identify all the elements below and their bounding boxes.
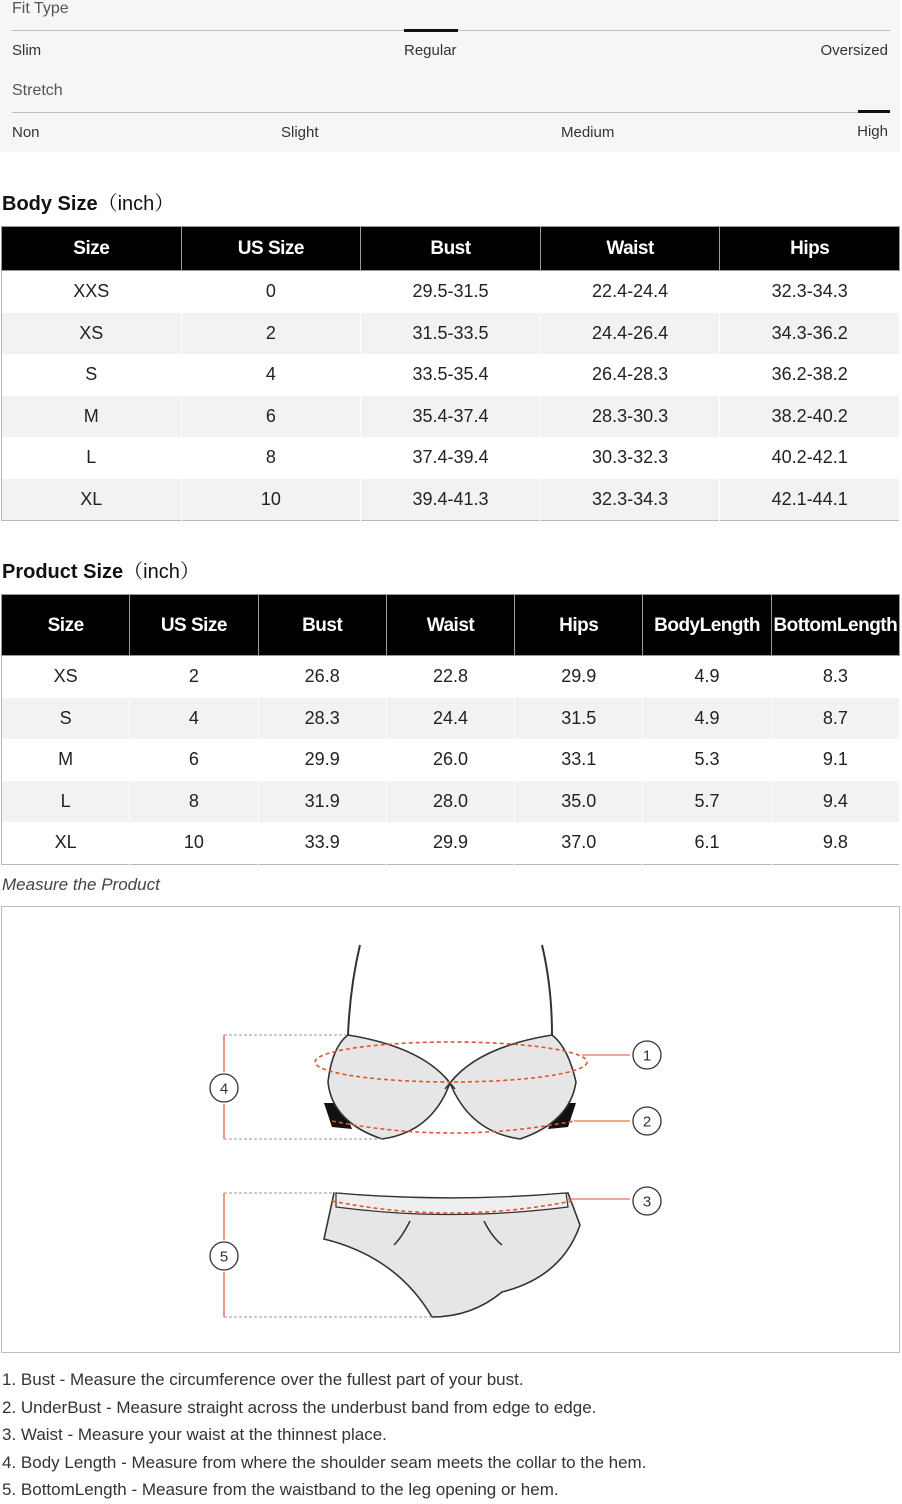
table-header-row (2, 227, 900, 271)
table-row (2, 313, 900, 355)
table-cell: S (2, 698, 130, 740)
fit-option-oversized: Oversized (820, 42, 888, 59)
table-cell: 31.5 (515, 698, 643, 740)
stretch-option-medium: Medium (561, 124, 615, 141)
note-bust: 1. Bust - Measure the circumference over the fullest part of your bust. (2, 1370, 524, 1389)
table-cell: 31.5-33.5 (361, 313, 541, 355)
table-cell: 22.8 (386, 656, 514, 698)
table-cell: XS (2, 656, 130, 698)
stretch-option-slight: Slight (281, 124, 319, 141)
marker-3 (633, 1187, 661, 1215)
table-cell: 36.2-38.2 (720, 354, 900, 396)
table-cell: 10 (130, 822, 258, 864)
stretch-selected-marker (858, 110, 890, 113)
left-strap (348, 945, 360, 1035)
fit-option-regular: Regular (404, 42, 457, 59)
table-cell: 34.3-36.2 (720, 313, 900, 355)
measure-caption: Measure the Product (2, 875, 160, 894)
column-header-waist: Waist (540, 227, 720, 271)
table-cell: 28.3-30.3 (540, 396, 720, 438)
stretch-option-high: High (857, 123, 888, 140)
table-row (2, 739, 900, 781)
column-header-us-size: US Size (181, 227, 361, 271)
table-cell: M (2, 739, 130, 781)
table-row (2, 396, 900, 438)
table-cell: 42.1-44.1 (720, 479, 900, 521)
svg-text:5: 5 (219, 1248, 229, 1266)
table-cell: L (2, 437, 182, 479)
table-cell: 9.4 (771, 781, 899, 823)
table-cell: 22.4-24.4 (540, 271, 720, 313)
table-cell: XS (2, 313, 182, 355)
table-cell: 35.0 (515, 781, 643, 823)
table-cell: 31.9 (258, 781, 386, 823)
svg-text:1: 1 (642, 1047, 652, 1065)
stretch-option-non: Non (12, 124, 40, 141)
table-cell: 6 (130, 739, 258, 781)
table-cell: 26.8 (258, 656, 386, 698)
table-cell: 29.9 (515, 656, 643, 698)
table-cell: 5.7 (643, 781, 771, 823)
note-bottom-length: 5. BottomLength - Measure from the waistband to the leg opening or hem. (2, 1480, 559, 1499)
table-cell: 39.4-41.3 (361, 479, 541, 521)
table-cell: 24.4 (386, 698, 514, 740)
table-cell: 38.2-40.2 (720, 396, 900, 438)
table-cell: 9.1 (771, 739, 899, 781)
table-cell: 8 (130, 781, 258, 823)
table-cell: XL (2, 822, 130, 864)
table-cell: 24.4-26.4 (540, 313, 720, 355)
column-header-hips: Hips (720, 227, 900, 271)
column-header-hips: Hips (515, 595, 643, 656)
column-header-bottom-length: BottomLength (771, 595, 899, 656)
table-row (2, 479, 900, 521)
table-cell: 9.8 (771, 822, 899, 864)
briefs-waistband (336, 1193, 568, 1215)
product-size-heading: Product Size（inch） (2, 561, 200, 583)
measurement-notes (2, 1366, 646, 1504)
table-cell: 40.2-42.1 (720, 437, 900, 479)
table-row (2, 271, 900, 313)
table-cell: XXS (2, 271, 182, 313)
column-header-waist: Waist (386, 595, 514, 656)
table-cell: 6 (181, 396, 361, 438)
marker-4 (210, 1074, 238, 1102)
body-size-heading: Body Size（inch） (2, 193, 175, 215)
note-underbust: 2. UnderBust - Measure straight across the underbust band from edge to edge. (2, 1397, 597, 1417)
table-row (2, 698, 900, 740)
column-header-bust: Bust (361, 227, 541, 271)
table-cell: 26.4-28.3 (540, 354, 720, 396)
table-cell: 28.0 (386, 781, 514, 823)
body-size-table (1, 226, 900, 521)
fit-type-selected-marker (404, 29, 458, 32)
garment-illustration (2, 907, 899, 1352)
product-size-table (1, 594, 900, 865)
fit-type-title: Fit Type (12, 0, 69, 17)
note-waist: 3. Waist - Measure your waist at the thinnest place. (2, 1425, 387, 1444)
fit-stretch-panel (0, 0, 900, 152)
table-row (2, 781, 900, 823)
column-header-bust: Bust (258, 595, 386, 656)
table-cell: 2 (130, 656, 258, 698)
table-cell: 33.9 (258, 822, 386, 864)
table-cell: 33.5-35.4 (361, 354, 541, 396)
column-header-size: Size (2, 595, 130, 656)
table-cell: 6.1 (643, 822, 771, 864)
table-cell: 32.3-34.3 (540, 479, 720, 521)
svg-text:4: 4 (219, 1080, 229, 1098)
table-cell: 2 (181, 313, 361, 355)
marker-2 (633, 1107, 661, 1135)
column-header-body-length: BodyLength (643, 595, 771, 656)
table-cell: 26.0 (386, 739, 514, 781)
fit-option-slim: Slim (12, 42, 42, 59)
table-cell: 10 (181, 479, 361, 521)
column-header-us-size: US Size (130, 595, 258, 656)
table-cell: XL (2, 479, 182, 521)
svg-text:2: 2 (642, 1113, 652, 1131)
table-cell: 29.5-31.5 (361, 271, 541, 313)
table-cell: 37.4-39.4 (361, 437, 541, 479)
table-row (2, 822, 900, 864)
table-cell: S (2, 354, 182, 396)
table-cell: 29.9 (386, 822, 514, 864)
table-cell: 4.9 (643, 656, 771, 698)
table-cell: 37.0 (515, 822, 643, 864)
table-header-row (2, 595, 900, 656)
table-cell: 8 (181, 437, 361, 479)
stretch-scale-line (12, 112, 890, 113)
marker-1 (633, 1041, 661, 1069)
table-row (2, 437, 900, 479)
table-cell: 30.3-32.3 (540, 437, 720, 479)
table-cell: 4.9 (643, 698, 771, 740)
note-body-length: 4. Body Length - Measure from where the shoulder seam meets the collar to the hem. (2, 1452, 647, 1472)
table-cell: 32.3-34.3 (720, 271, 900, 313)
table-cell: L (2, 781, 130, 823)
table-row (2, 656, 900, 698)
table-cell: 29.9 (258, 739, 386, 781)
table-cell: 4 (130, 698, 258, 740)
measure-diagram (1, 906, 900, 1353)
table-cell: 5.3 (643, 739, 771, 781)
table-cell: 28.3 (258, 698, 386, 740)
table-cell: 33.1 (515, 739, 643, 781)
marker-5 (210, 1242, 238, 1270)
stretch-title: Stretch (12, 82, 63, 99)
svg-text:3: 3 (642, 1193, 652, 1211)
table-cell: 4 (181, 354, 361, 396)
table-cell: 35.4-37.4 (361, 396, 541, 438)
table-cell: 0 (181, 271, 361, 313)
right-strap (542, 945, 552, 1035)
table-row (2, 354, 900, 396)
table-cell: M (2, 396, 182, 438)
table-cell: 8.3 (771, 656, 899, 698)
table-cell: 8.7 (771, 698, 899, 740)
column-header-size: Size (2, 227, 182, 271)
